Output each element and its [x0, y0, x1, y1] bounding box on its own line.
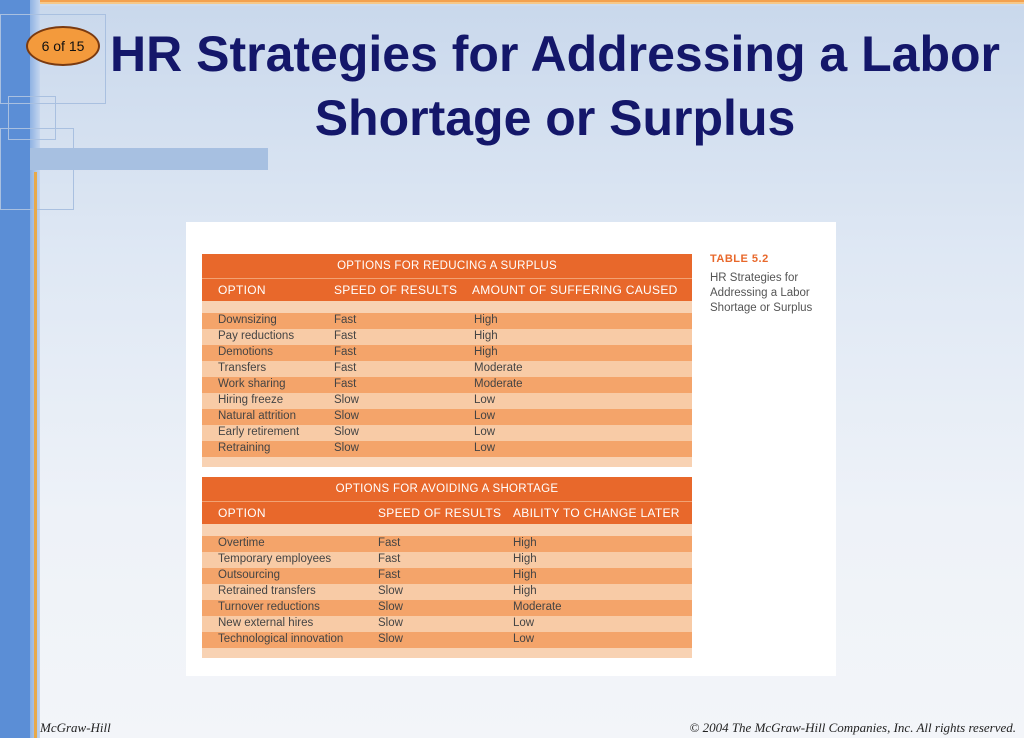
table-row — [202, 377, 692, 393]
col-header-ability: ABILITY TO CHANGE LATER — [513, 506, 680, 520]
cell-result: High — [513, 553, 537, 565]
cell-speed: Fast — [334, 314, 357, 326]
table-figure — [186, 222, 836, 676]
cell-option: Natural attrition — [218, 410, 296, 422]
col-header-speed: SPEED OF RESULTS — [378, 506, 502, 520]
cell-speed: Slow — [334, 394, 359, 406]
table-row — [202, 616, 692, 632]
shortage-rows — [202, 536, 692, 648]
cell-result: Low — [474, 410, 496, 422]
table-row — [202, 441, 692, 457]
surplus-rows — [202, 313, 692, 457]
table-row — [202, 425, 692, 441]
table-row — [202, 393, 692, 409]
table-row — [202, 568, 692, 584]
cell-result: Moderate — [474, 378, 523, 390]
cell-speed: Slow — [378, 601, 403, 613]
cell-option: Temporary employees — [218, 553, 332, 565]
cell-option: Transfers — [218, 362, 267, 374]
cell-option: Downsizing — [218, 314, 277, 326]
cell-option: Retraining — [218, 442, 271, 454]
cell-speed: Slow — [378, 633, 403, 645]
table-row — [202, 409, 692, 425]
cell-result: Low — [474, 442, 496, 454]
table-row — [202, 329, 692, 345]
table-row — [202, 313, 692, 329]
cell-speed: Fast — [378, 569, 401, 581]
col-header-option: OPTION — [218, 283, 266, 297]
cell-option: New external hires — [218, 617, 314, 629]
decor-gold-line — [34, 172, 37, 738]
table-spacer — [202, 524, 692, 536]
cell-option: Early retirement — [218, 426, 300, 438]
cell-speed: Fast — [378, 537, 401, 549]
cell-speed: Fast — [378, 553, 401, 565]
cell-result: Moderate — [474, 362, 523, 374]
col-header-suffering: AMOUNT OF SUFFERING CAUSED — [472, 283, 678, 297]
cell-option: Retrained transfers — [218, 585, 316, 597]
cell-option: Demotions — [218, 346, 273, 358]
surplus-section-heading: OPTIONS FOR REDUCING A SURPLUS — [202, 254, 692, 278]
table-row — [202, 584, 692, 600]
table-spacer — [202, 457, 692, 467]
cell-speed: Slow — [334, 442, 359, 454]
slide-title: HR Strategies for Addressing a Labor Shortage or Surplus — [110, 26, 1000, 146]
table-row — [202, 361, 692, 377]
table-spacer — [202, 301, 692, 313]
cell-result: Low — [474, 426, 496, 438]
col-header-option: OPTION — [218, 506, 266, 520]
cell-result: High — [474, 314, 498, 326]
cell-result: High — [513, 585, 537, 597]
table-row — [202, 552, 692, 568]
cell-speed: Fast — [334, 346, 357, 358]
cell-option: Pay reductions — [218, 330, 295, 342]
cell-speed: Slow — [334, 410, 359, 422]
cell-result: Low — [474, 394, 496, 406]
footer-publisher: McGraw-Hill — [40, 720, 111, 735]
cell-speed: Slow — [334, 426, 359, 438]
cell-option: Technological innovation — [218, 633, 344, 645]
table-caption — [710, 252, 830, 316]
cell-result: High — [513, 569, 537, 581]
table-row — [202, 600, 692, 616]
cell-option: Turnover reductions — [218, 601, 320, 613]
cell-result: High — [513, 537, 537, 549]
top-accent-strip — [0, 0, 1024, 6]
shortage-column-headers — [202, 501, 692, 524]
cell-result: High — [474, 330, 498, 342]
cell-speed: Slow — [378, 617, 403, 629]
cell-speed: Fast — [334, 362, 357, 374]
col-header-speed: SPEED OF RESULTS — [334, 283, 458, 297]
decor-band — [30, 148, 268, 170]
footer-copyright: © 2004 The McGraw-Hill Companies, Inc. All rights reserved. — [689, 720, 1016, 735]
cell-option: Outsourcing — [218, 569, 281, 581]
cell-result: Moderate — [513, 601, 562, 613]
section-gap — [202, 467, 692, 477]
strategies-table — [202, 254, 692, 658]
cell-result: Low — [513, 617, 535, 629]
cell-option: Overtime — [218, 537, 265, 549]
table-row — [202, 536, 692, 552]
surplus-column-headers — [202, 278, 692, 301]
cell-option: Work sharing — [218, 378, 286, 390]
table-row — [202, 345, 692, 361]
shortage-section-heading: OPTIONS FOR AVOIDING A SHORTAGE — [202, 477, 692, 501]
table-caption-text: HR Strategies for Addressing a Labor Shortage or Surplus — [710, 272, 813, 314]
cell-result: Low — [513, 633, 535, 645]
cell-result: High — [474, 346, 498, 358]
cell-option: Hiring freeze — [218, 394, 284, 406]
slide-counter-badge: 6 of 15 — [26, 26, 100, 66]
cell-speed: Fast — [334, 330, 357, 342]
cell-speed: Slow — [378, 585, 403, 597]
table-spacer — [202, 648, 692, 658]
table-label: TABLE 5.2 — [710, 253, 769, 265]
table-row — [202, 632, 692, 648]
cell-speed: Fast — [334, 378, 357, 390]
